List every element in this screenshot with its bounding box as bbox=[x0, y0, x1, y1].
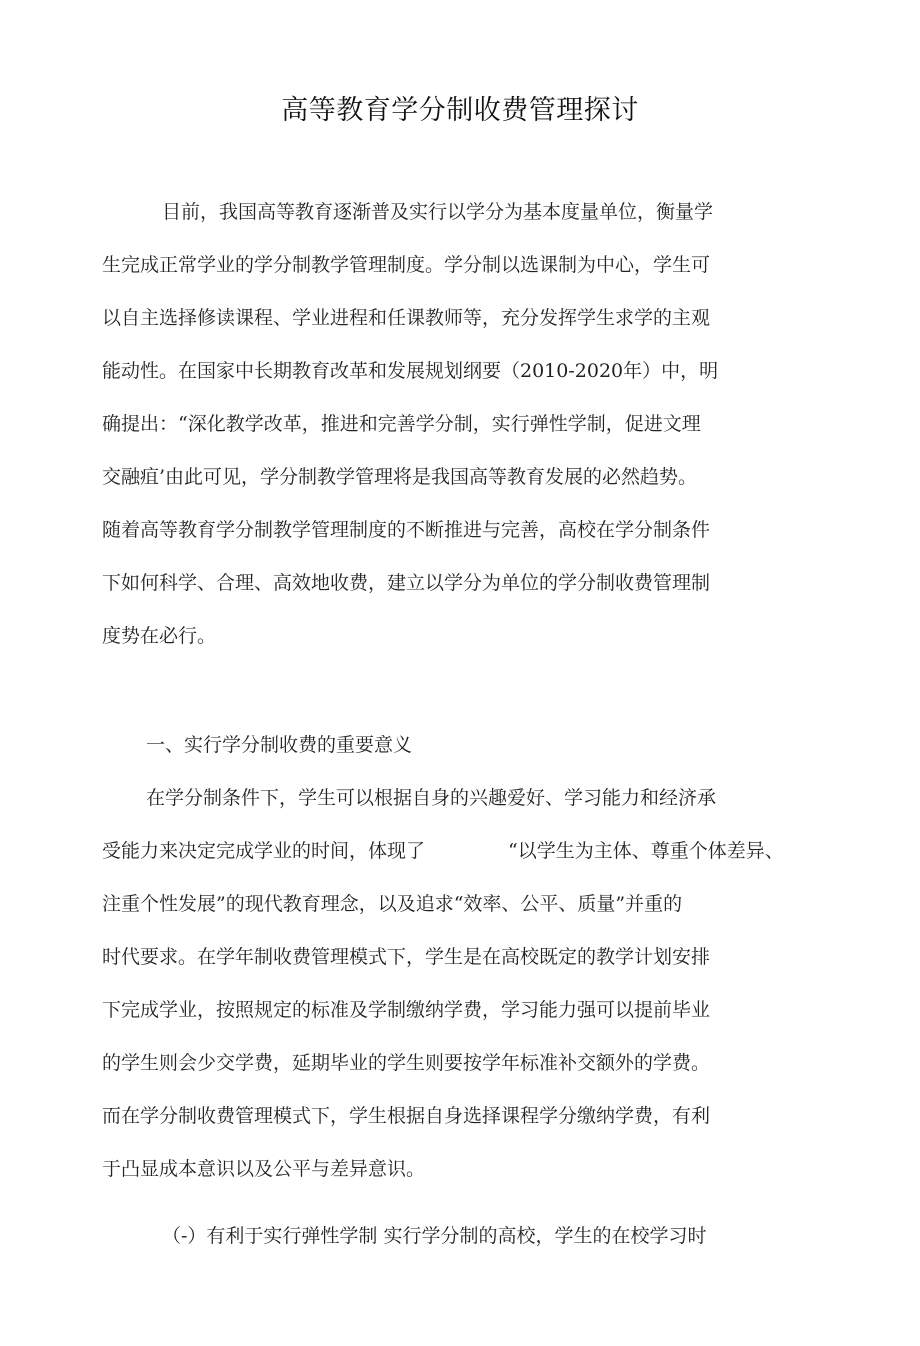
text-line: 受能力来决定完成学业的时间，体现了 bbox=[102, 840, 426, 862]
text-line: 时代要求。在学年制收费管理模式下，学生是在高校既定的教学计划安排 bbox=[102, 946, 711, 968]
subsection-line: （-）有利于实行弹性学制 实行学分制的高校，学生的在校学习时 bbox=[162, 1225, 707, 1247]
text-line: 而在学分制收费管理模式下，学生根据自身选择课程学分缴纳学费，有利 bbox=[102, 1105, 711, 1127]
text-line: 能动性。在国家中长期教育改革和发展规划纲要（2010-2020年）中，明 bbox=[102, 360, 719, 382]
text-line: 的学生则会少交学费，延期毕业的学生则要按学年标准补交额外的学费。 bbox=[102, 1052, 711, 1074]
section-heading: 一、实行学分制收费的重要意义 bbox=[146, 734, 413, 756]
text-line: 交融疽’由此可见，学分制教学管理将是我国高等教育发展的必然趋势。 bbox=[102, 466, 698, 488]
text-line: 以自主选择修读课程、学业进程和任课教师等，充分发挥学生求学的主观 bbox=[102, 307, 711, 329]
text-line: 于凸显成本意识以及公平与差异意识。 bbox=[102, 1158, 426, 1180]
text-line: 目前，我国高等教育逐渐普及实行以学分为基本度量单位，衡量学 bbox=[162, 201, 714, 223]
text-line: 下如何科学、合理、高效地收费，建立以学分为单位的学分制收费管理制 bbox=[102, 572, 711, 594]
text-line: “以学生为主体、尊重个体差异、 bbox=[508, 840, 784, 862]
text-line: 下完成学业，按照规定的标准及学制缴纳学费，学习能力强可以提前毕业 bbox=[102, 999, 711, 1021]
document-title: 高等教育学分制收费管理探讨 bbox=[281, 95, 639, 126]
text-line: 生完成正常学业的学分制教学管理制度。学分制以选课制为中心，学生可 bbox=[102, 254, 711, 276]
text-line: 度势在必行。 bbox=[102, 625, 217, 647]
text-line: 在学分制条件下，学生可以根据自身的兴趣爱好、学习能力和经济承 bbox=[146, 787, 717, 809]
text-line: 随着高等教育学分制教学管理制度的不断推进与完善，高校在学分制条件 bbox=[102, 519, 711, 541]
text-line: 注重个性发展”的现代教育理念，以及追求“效率、公平、质量”并重的 bbox=[102, 893, 683, 915]
text-line: 确提出：“深化教学改革，推进和完善学分制，实行弹性学制，促进文理 bbox=[102, 413, 701, 435]
